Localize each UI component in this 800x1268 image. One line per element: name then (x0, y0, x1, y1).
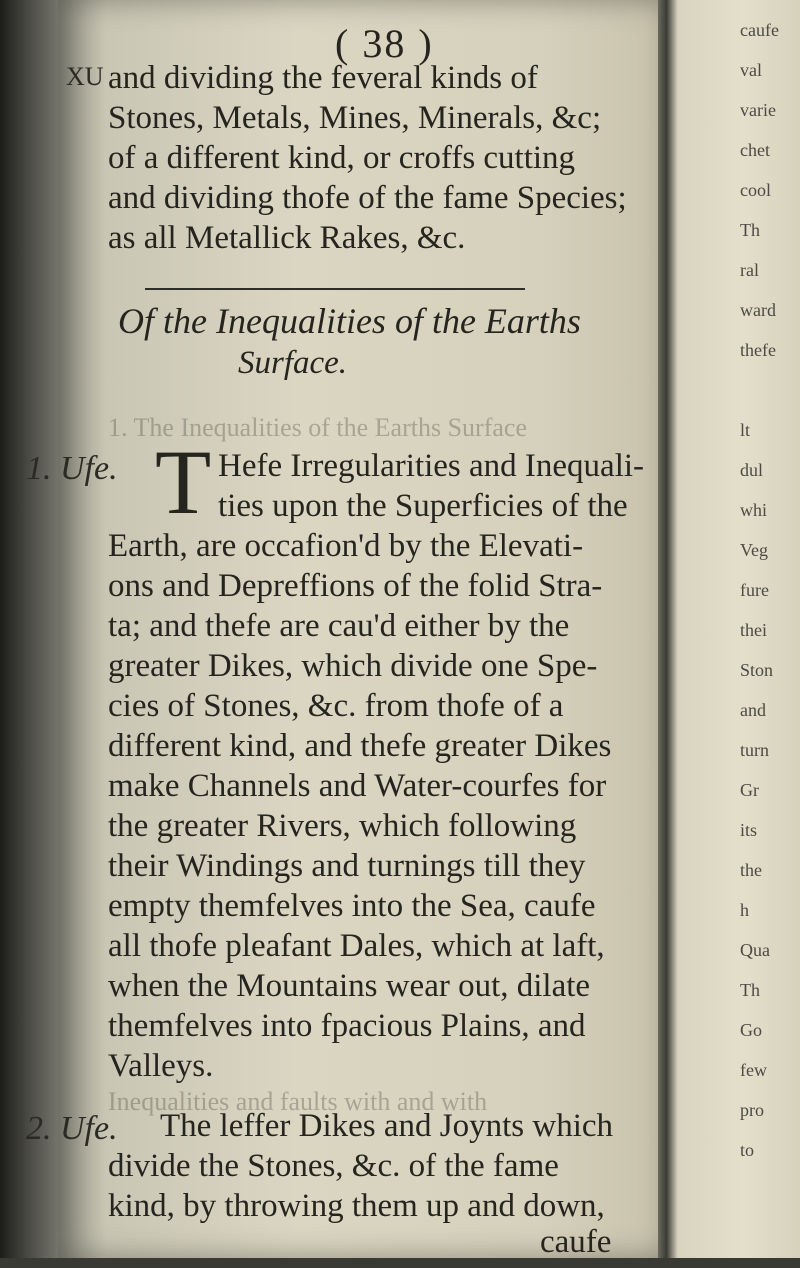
bleed-fragment: dul (740, 460, 764, 480)
bleed-fragment: ral (740, 260, 759, 280)
bleed-fragment: and (740, 700, 766, 720)
body-line-13: all thofe pleafant Dales, which at laft, (108, 928, 605, 964)
bleed-fragment: Go (740, 1020, 762, 1040)
bleed-fragment: chet (740, 140, 770, 160)
bleed-fragment: pro (740, 1100, 764, 1120)
drop-cap: T (155, 431, 212, 533)
bleed-fragment: caufe (740, 20, 779, 40)
body-line-6: greater Dikes, which divide one Spe- (108, 648, 598, 684)
body-line-9: make Channels and Water-courfes for (108, 768, 607, 804)
section-heading-line-2: Surface. (238, 345, 348, 381)
facing-page-bleed-text (740, 0, 800, 1268)
bleed-fragment: Qua (740, 940, 770, 960)
body-line-16: Valleys. (108, 1048, 214, 1084)
margin-note-top: XU (66, 62, 104, 91)
body-line-8: different kind, and thefe greater Dikes (108, 728, 612, 764)
bleed-fragment: fure (740, 580, 769, 600)
margin-note-use-1: 1. Ufe. (26, 450, 118, 487)
bleed-fragment: thei (740, 620, 767, 640)
bleed-fragment: its (740, 820, 758, 840)
section-heading: Of the Inequalities of the Earths (118, 301, 581, 341)
bleed-fragment: lt (740, 420, 751, 440)
bleed-fragment: Veg (740, 540, 768, 560)
bleed-fragment: Ston (740, 660, 774, 680)
bleed-through-line-2: Inequalities and faults with and with (108, 1087, 488, 1116)
body-line-1: Hefe Irregularities and Inequali- (218, 448, 645, 484)
body-line-10: the greater Rivers, which following (108, 808, 577, 844)
bleed-fragment: cool (740, 180, 771, 200)
bleed-fragment: the (740, 860, 762, 880)
intro-line-2: Stones, Metals, Mines, Minerals, &c; (108, 100, 602, 136)
catchword: caufe (540, 1224, 612, 1260)
intro-line-5: as all Metallick Rakes, &c. (108, 220, 466, 256)
bleed-fragment: val (740, 60, 762, 80)
bleed-fragment: turn (740, 740, 769, 760)
bleed-fragment: whi (740, 500, 767, 520)
body-line-11: their Windings and turnings till they (108, 848, 586, 884)
margin-note-use-2: 2. Ufe. (26, 1110, 118, 1147)
bleed-fragment: Gr (740, 780, 759, 800)
bleed-fragment: Th (740, 980, 760, 1000)
intro-line-4: and dividing thofe of the fame Species; (108, 180, 627, 216)
body-line-7: cies of Stones, &c. from thofe of a (108, 688, 564, 724)
intro-line-3: of a different kind, or croffs cutting (108, 140, 576, 176)
bleed-fragment: h (740, 900, 749, 920)
bleed-fragment: few (740, 1060, 767, 1080)
body-line-19: kind, by throwing them up and down, (108, 1188, 605, 1224)
bleed-fragment: varie (740, 100, 776, 120)
body-line-4: ons and Depreffions of the folid Stra- (108, 568, 603, 604)
bleed-fragment: to (740, 1140, 755, 1160)
page-number: ( 38 ) (335, 21, 434, 66)
body-line-5: ta; and thefe are cau'd either by the (108, 608, 570, 644)
body-line-3: Earth, are occafion'd by the Elevati- (108, 528, 584, 564)
body-line-14: when the Mountains wear out, dilate (108, 968, 591, 1004)
bleed-fragment: ward (740, 300, 776, 320)
body-line-18: divide the Stones, &c. of the fame (108, 1148, 559, 1184)
bleed-through-line: 1. The Inequalities of the Earths Surface (108, 413, 527, 442)
bleed-fragment: Th (740, 220, 760, 240)
body-line-17: The leffer Dikes and Joynts which (160, 1108, 614, 1144)
body-line-15: themfelves into fpacious Plains, and (108, 1008, 586, 1044)
body-line-12: empty themfelves into the Sea, caufe (108, 888, 596, 924)
intro-line-1: and dividing the feveral kinds of (108, 60, 538, 96)
body-line-2: ties upon the Superficies of the (218, 488, 628, 524)
bleed-fragment: thefe (740, 340, 776, 360)
bleed-fragment (740, 370, 800, 410)
section-rule (145, 288, 525, 290)
